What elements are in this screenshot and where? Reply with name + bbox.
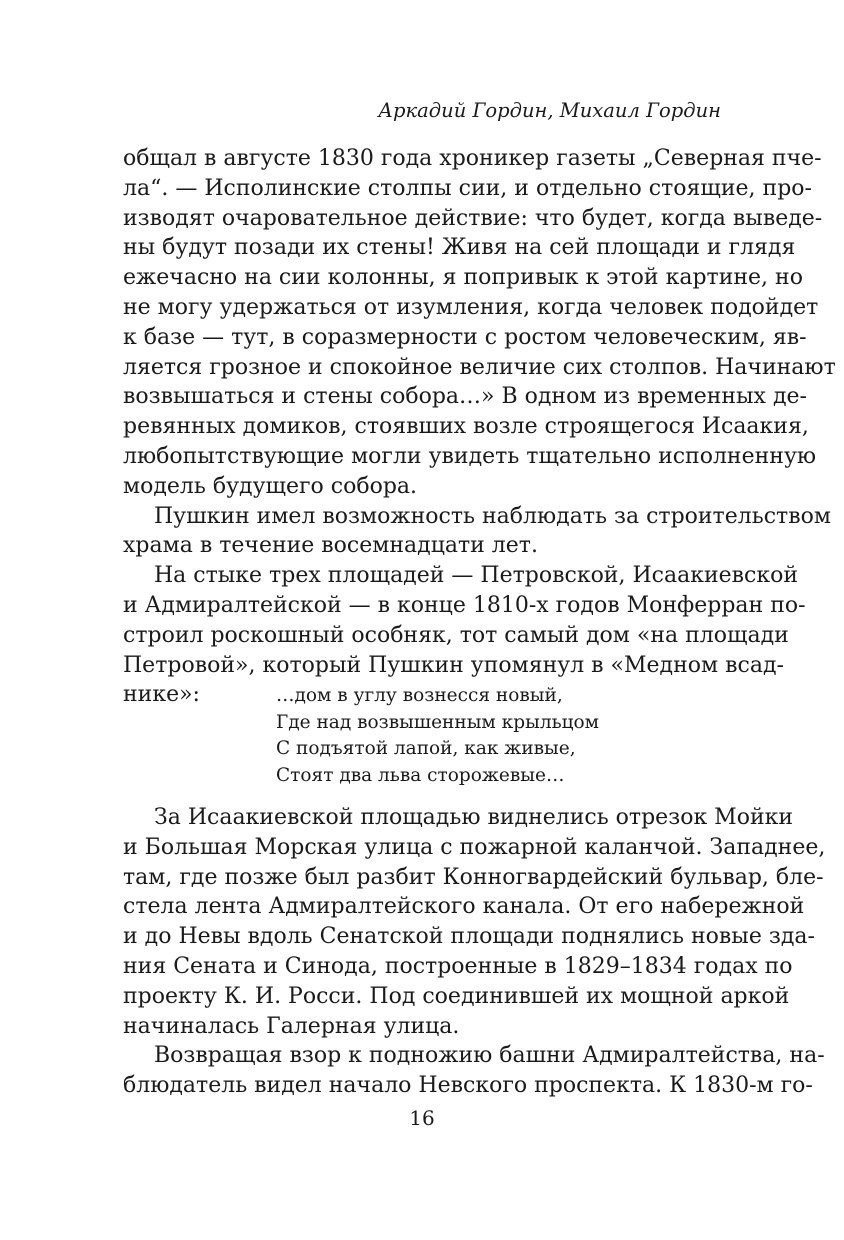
text-line: стела лента Адмиралтейского канала. От его набережной <box>123 894 805 920</box>
text-line: ежечасно на сии колонны, я попривык к этой картине, но <box>123 265 803 291</box>
text-line: изводят очаровательное действие: что будет, когда выведе- <box>123 205 823 231</box>
text-line: ния Сената и Синода, построенные в 1829–1834 годах по <box>123 953 793 979</box>
text-line: модель будущего собора. <box>123 473 418 499</box>
text-line: Петровой», который Пушкин упомянул в «Медном всад- <box>123 652 784 678</box>
running-head: Аркадий Гордин, Михаил Гордин <box>378 99 721 122</box>
text-line: Возвращая взор к подножию башни Адмиралтейства, на- <box>154 1043 825 1069</box>
text-line: строил роскошный особняк, тот самый дом «на площади <box>123 622 789 648</box>
verse-line: Стоят два льва сторожевые… <box>276 764 565 786</box>
text-line: ны будут позади их стены! Живя на сей площади и глядя <box>123 235 796 261</box>
text-line: там, где позже был разбит Конногвардейский бульвар, бле- <box>123 864 824 890</box>
verse-quote <box>276 683 696 789</box>
text-line: и Большая Морская улица с пожарной каланчой. Западнее, <box>123 834 826 860</box>
text-line: блюдатель видел начало Невского проспекта. К 1830-м го- <box>123 1073 813 1099</box>
text-line: начиналась Галерная улица. <box>123 1013 460 1039</box>
text-line: За Исаакиевской площадью виднелись отрезок Мойки <box>154 805 794 830</box>
text-line: ла“. — Исполинские столпы сии, и отдельно стоящие, про- <box>123 175 812 201</box>
body-text-upper <box>123 144 836 710</box>
verse-line: Где над возвышенным крыльцом <box>276 711 600 733</box>
text-line: ляется грозное и спокойное величие сих столпов. Начинают <box>123 354 836 380</box>
verse-line: …дом в углу вознесся новый, <box>276 685 563 706</box>
text-line: ревянных домиков, стоявших возле строящегося Исаакия, <box>123 414 809 440</box>
text-line: и до Невы вдоль Сенатской площади поднялись новые зда- <box>123 924 815 950</box>
text-line: храма в течение восемнадцати лет. <box>123 533 538 559</box>
text-line: На стыке трех площадей — Петровской, Исаакиевской <box>154 563 798 589</box>
text-line: и Адмиралтейской — в конце 1810-х годов Монферран по- <box>123 592 806 618</box>
text-line: возвышаться и стены собора…» В одном из временных де- <box>123 384 807 410</box>
page-number: 16 <box>409 1106 435 1130</box>
text-line: нике»: <box>123 682 200 708</box>
text-line: к базе — тут, в соразмерности с ростом человеческим, яв- <box>123 324 807 350</box>
text-line: проекту К. И. Росси. Под соединившей их мощной аркой <box>123 983 790 1009</box>
text-line: общал в августе 1830 года хроникер газеты „Северная пче- <box>123 146 822 171</box>
text-line: Пушкин имел возможность наблюдать за строительством <box>154 503 831 529</box>
text-line: любопытствующие могли увидеть тщательно исполненную <box>123 443 817 469</box>
text-line: не могу удержаться от изумления, когда человек подойдет <box>123 294 819 320</box>
verse-line: С подъятой лапой, как живые, <box>276 738 576 759</box>
body-text-lower <box>123 803 826 1101</box>
